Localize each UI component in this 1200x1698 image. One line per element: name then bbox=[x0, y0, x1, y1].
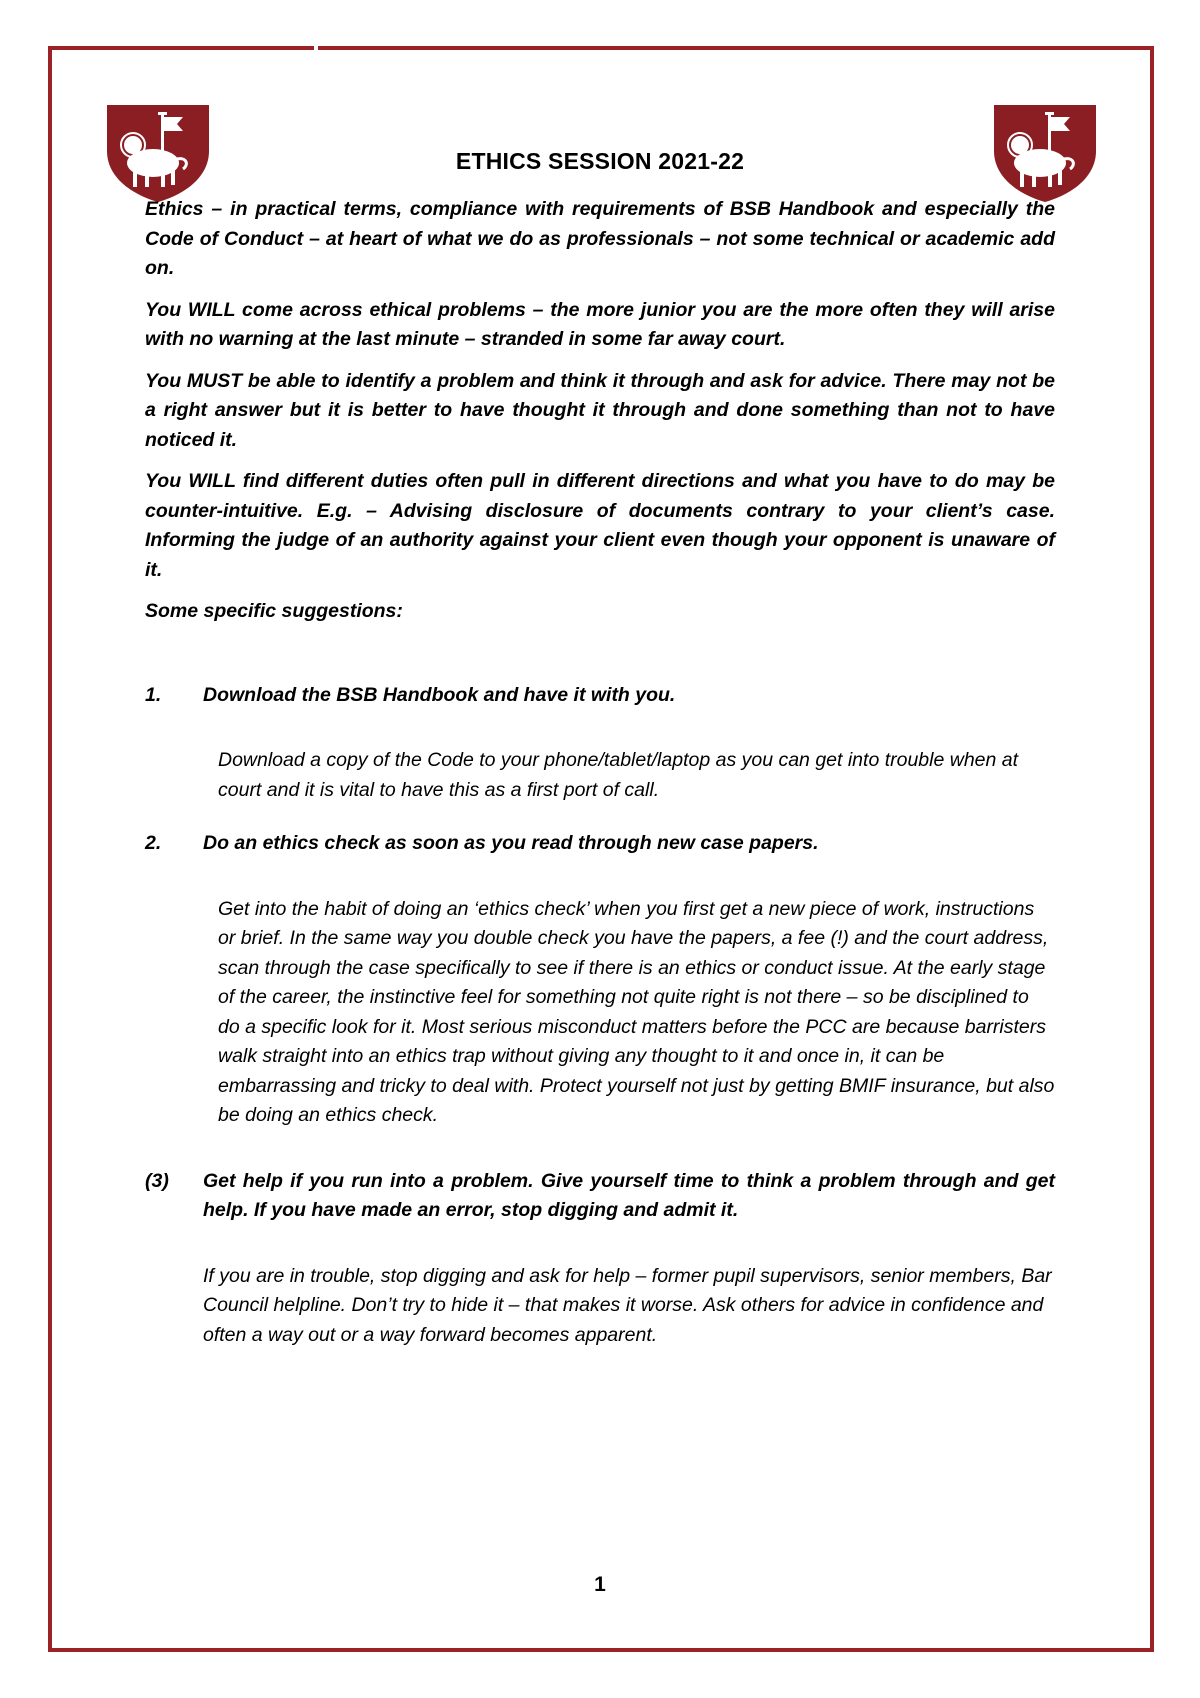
list-item bbox=[145, 681, 1055, 711]
paragraph-different-duties: You WILL find different duties often pull in different directions and what you have to do may be counter-intuitive. E.g. – Advising disclosure of documents contrary to your client’s case. Informing the judge of an authority against your client even though your opponent is unaware of it. bbox=[145, 470, 1055, 581]
item-note: If you are in trouble, stop digging and ask for help – former pupil supervisors, senior members, Bar Council helpline. Don’t try to hide it – that makes it worse. Ask others for advice in confidence and often a way out or a way forward becomes apparent. bbox=[203, 1264, 1052, 1346]
document-title: ETHICS SESSION 2021-22 bbox=[455, 148, 745, 174]
item-note: Get into the habit of doing an ‘ethics check’ when you first get a new piece of work, instructions or brief. In the same way you double check you have the papers, a fee (!) and the court address, scan through the case specifically to see if there is an ethics or conduct issue. At the early stage of the career, the instinctive feel for something not quite right is not there – so be disciplined to do a specific look for it. Most serious misconduct matters before the PCC are because barristers walk straight into an ethics trap without giving any thought to it and once in, it can be embarrassing and tricky to deal with. Protect yourself not just by getting BMIF insurance, but also be doing an ethics check. bbox=[218, 897, 1055, 1126]
item-number: 1. bbox=[145, 683, 162, 706]
item-heading: Do an ethics check as soon as you read through new case papers. bbox=[203, 832, 819, 854]
item-heading: Get help if you run into a problem. Give yourself time to think a problem through and get help. If you have made an error, stop digging and admit it. bbox=[203, 1169, 1055, 1221]
item-number: (3) bbox=[145, 1169, 169, 1192]
paragraph-intro: Ethics – in practical terms, compliance with requirements of BSB Handbook and especially the Code of Conduct – at heart of what we do as professionals – not some technical or academic add on. bbox=[145, 198, 1055, 279]
item-number: 2. bbox=[145, 832, 162, 854]
list-item bbox=[145, 1167, 1055, 1226]
list-item bbox=[145, 829, 1055, 859]
paragraph-ethical-problems: You WILL come across ethical problems – the more junior you are the more often they will arise with no warning at the last minute – stranded in some far away court. bbox=[145, 298, 1055, 350]
item-heading: Download the BSB Handbook and have it with you. bbox=[203, 683, 676, 706]
item-note: Download a copy of the Code to your phone/tablet/laptop as you can get into trouble when at court and it is vital to have this as a first port of call. bbox=[218, 749, 1019, 801]
paragraph-identify-problem: You MUST be able to identify a problem and think it through and ask for advice. There may not be a right answer but it is better to have thought it through and done something than not to have noticed it. bbox=[145, 369, 1055, 451]
page-number: 1 bbox=[594, 1573, 606, 1596]
border-notch bbox=[314, 40, 318, 52]
paragraph-suggestions-lead: Some specific suggestions: bbox=[145, 600, 403, 622]
document-body bbox=[145, 195, 1055, 1350]
